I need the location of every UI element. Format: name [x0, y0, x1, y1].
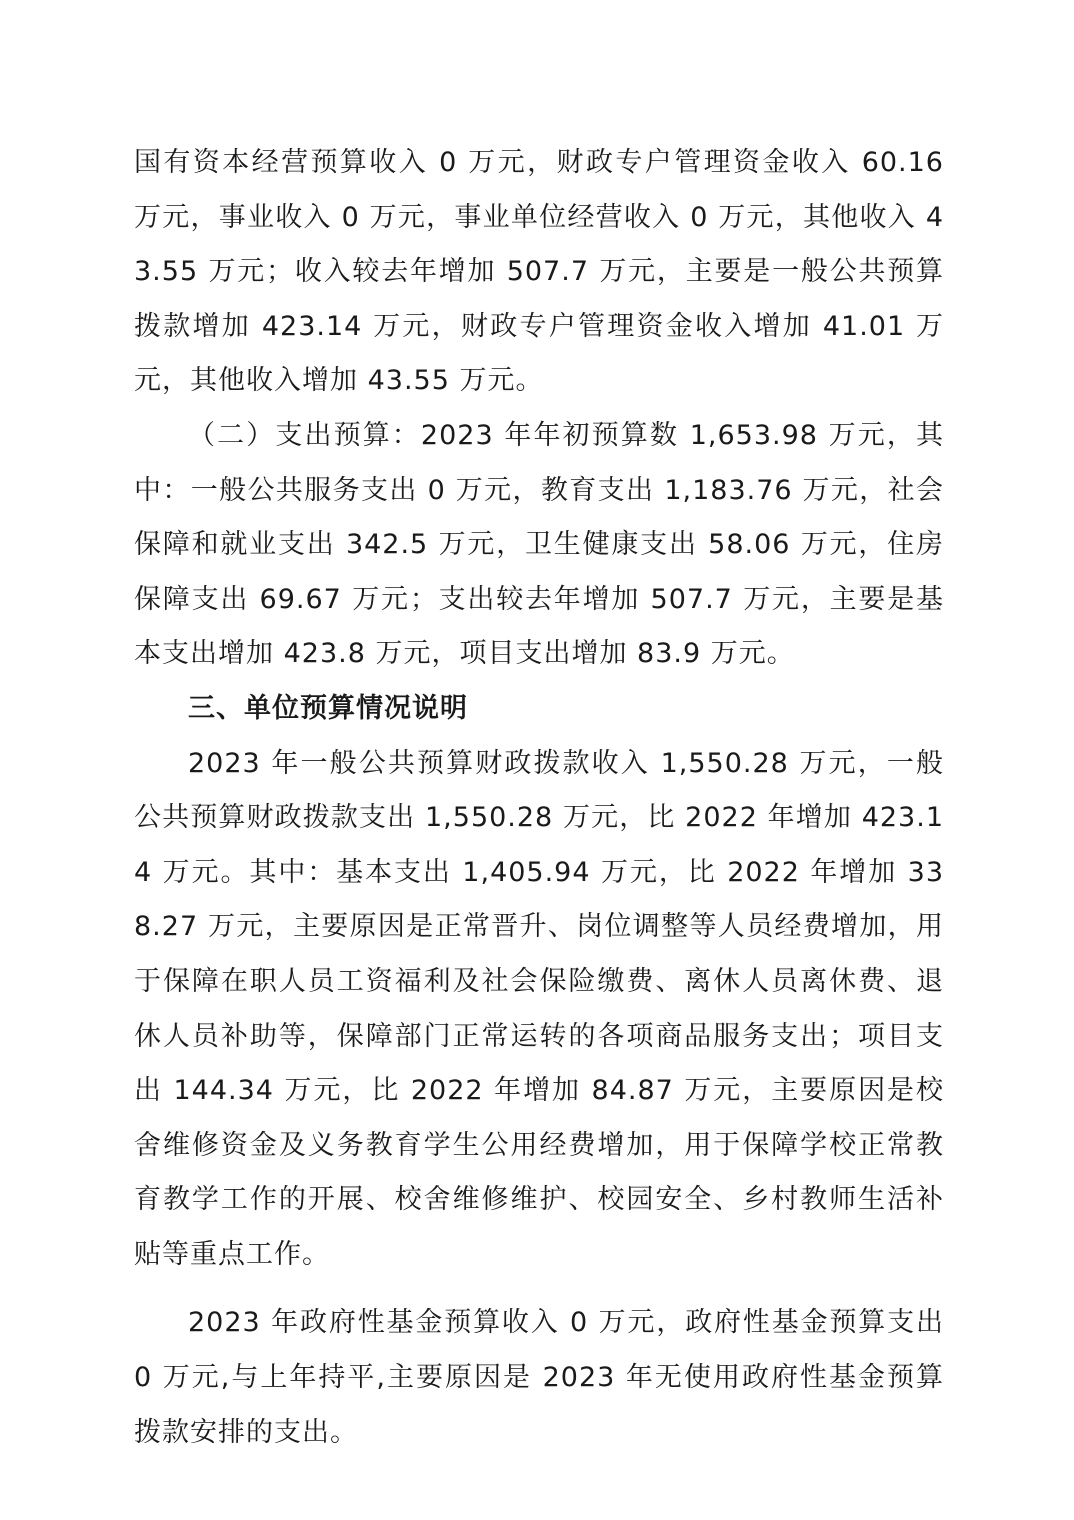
paragraph-expenditure-budget: （二）支出预算：2023 年年初预算数 1,653.98 万元，其中：一般公共服务支出 0 万元，教育支出 1,183.76 万元，社会保障和就业支出 342.5 万元，卫生健康支出 58.06 万元，住房保障支出 69.67 万元；支出较去年增加 507.7 万元，主要是基本支出增加 423.8 万元，项目支出增加 83.9 万元。	[134, 419, 944, 670]
paragraph-spacer	[134, 1282, 944, 1296]
document-body	[134, 136, 944, 1460]
paragraph-general-public-budget: 2023 年一般公共预算财政拨款收入 1,550.28 万元，一般公共预算财政拨款支出 1,550.28 万元，比 2022 年增加 423.14 万元。其中：基本支出 1,405.94 万元，比 2022 年增加 338.27 万元，主要原因是正常晋升、岗位调整等人员经费增加，用于保障在职人员工资福利及社会保险缴费、离休人员离休费、退休人员补助等，保障部门正常运转的各项商品服务支出；项目支出 144.34 万元，比 2022 年增加 84.87 万元，主要原因是校舍维修资金及义务教育学生公用经费增加，用于保障学校正常教育教学工作的开展、校舍维修维护、校园安全、乡村教师生活补贴等重点工作。	[134, 747, 944, 1270]
paragraph-revenue-continuation: 国有资本经营预算收入 0 万元，财政专户管理资金收入 60.16 万元，事业收入 0 万元，事业单位经营收入 0 万元，其他收入 43.55 万元；收入较去年增加 507.7 万元，主要是一般公共预算拨款增加 423.14 万元，财政专户管理资金收入增加 41.01 万元，其他收入增加 43.55 万元。	[134, 147, 944, 397]
section-heading-unit-budget: 三、单位预算情况说明	[188, 692, 468, 724]
paragraph-government-fund-budget: 2023 年政府性基金预算收入 0 万元，政府性基金预算支出 0 万元,与上年持平,主要原因是 2023 年无使用政府性基金预算拨款安排的支出。	[134, 1307, 944, 1448]
